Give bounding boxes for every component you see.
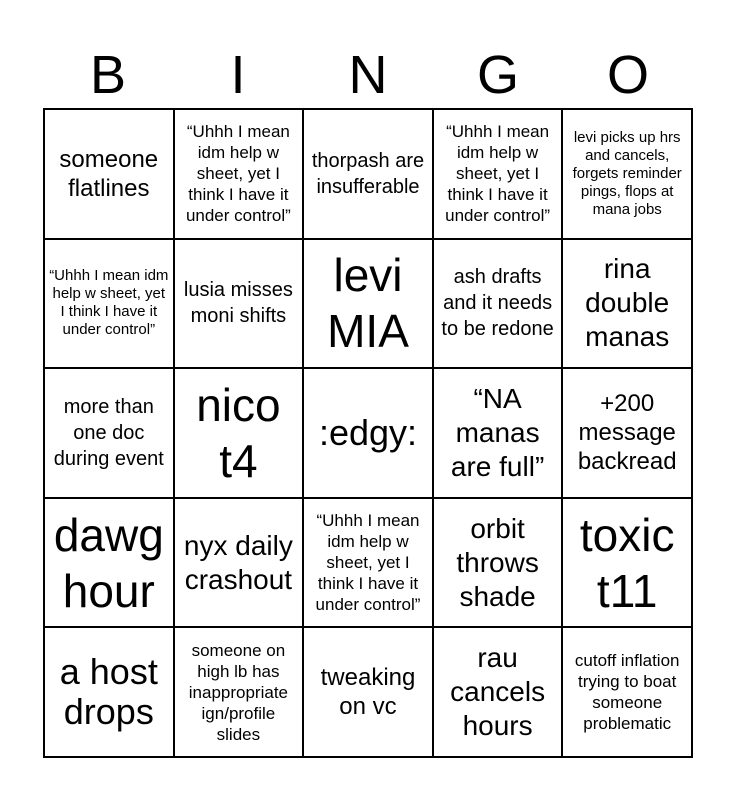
bingo-cell[interactable] (562, 627, 692, 757)
bingo-cell-text: :edgy: (318, 411, 418, 453)
header-letter-b: B (89, 45, 127, 105)
bingo-cell[interactable] (562, 498, 692, 628)
bingo-cell[interactable] (174, 627, 304, 757)
bingo-cell-text: more than one doc during event (53, 395, 164, 470)
bingo-cell-text: someone on high lb has inappropriate ign/profile slides (188, 640, 289, 744)
bingo-cell[interactable] (303, 109, 433, 239)
bingo-cell-text: thorpash are insufferable (311, 149, 425, 198)
bingo-cell[interactable] (303, 627, 433, 757)
bingo-cell-text: orbit throws shade (456, 512, 539, 612)
header-letter-n: N (348, 45, 388, 105)
bingo-cell-text: nico t4 (196, 378, 281, 487)
bingo-cell-text: dawg hour (53, 508, 164, 617)
bingo-cell-text: ash drafts and it needs to be redone (441, 266, 554, 341)
bingo-cell[interactable] (44, 109, 174, 239)
bingo-cell[interactable] (174, 498, 304, 628)
bingo-cell[interactable] (174, 368, 304, 498)
bingo-header (43, 44, 693, 106)
bingo-cell[interactable] (562, 109, 692, 239)
bingo-cell-text: nyx daily crashout (183, 529, 293, 595)
header-letter-o: O (606, 45, 649, 105)
bingo-cell[interactable] (303, 368, 433, 498)
bingo-cell[interactable] (433, 239, 563, 369)
header-letter-i: I (230, 45, 246, 105)
bingo-cell-text: toxic t11 (579, 508, 675, 617)
bingo-cell-text: “Uhhh I mean idm help w sheet, yet I think I have it under control” (49, 267, 169, 339)
bingo-cell[interactable] (44, 368, 174, 498)
bingo-cell[interactable] (433, 627, 563, 757)
bingo-cell-text: a host drops (59, 651, 158, 733)
bingo-cell[interactable] (562, 368, 692, 498)
bingo-cell-text: rau cancels hours (450, 642, 546, 742)
bingo-cell-text: levi MIA (327, 249, 409, 358)
bingo-cell[interactable] (44, 239, 174, 369)
bingo-cell-text: tweaking on vc (320, 664, 416, 721)
bingo-cell-text: “Uhhh I mean idm help w sheet, yet I think I have it under control” (185, 122, 291, 226)
bingo-cell-text: levi picks up hrs and cancels, forgets reminder pings, flops at mana jobs (572, 128, 682, 218)
bingo-grid (43, 108, 693, 758)
bingo-cell-text: “NA manas are full” (450, 382, 545, 482)
bingo-cell[interactable] (44, 498, 174, 628)
bingo-cell-text: +200 message backread (577, 390, 677, 476)
bingo-cell-text: “Uhhh I mean idm help w sheet, yet I think I have it under control” (315, 511, 421, 615)
bingo-cell-text: cutoff inflation trying to boat someone problematic (574, 651, 680, 734)
bingo-cell-text: lusia misses moni shifts (183, 279, 293, 328)
bingo-cell[interactable] (433, 498, 563, 628)
bingo-cell-text: someone flatlines (59, 145, 159, 202)
bingo-cell[interactable] (303, 498, 433, 628)
bingo-cell[interactable] (44, 627, 174, 757)
header-letter-g: G (476, 45, 519, 105)
bingo-cell[interactable] (174, 239, 304, 369)
bingo-cell-text: rina double manas (585, 253, 670, 353)
bingo-cell-text: “Uhhh I mean idm help w sheet, yet I think I have it under control” (445, 122, 551, 226)
bingo-cell[interactable] (433, 368, 563, 498)
bingo-cell[interactable] (174, 109, 304, 239)
bingo-cell[interactable] (303, 239, 433, 369)
bingo-cell[interactable] (562, 239, 692, 369)
bingo-cell[interactable] (433, 109, 563, 239)
